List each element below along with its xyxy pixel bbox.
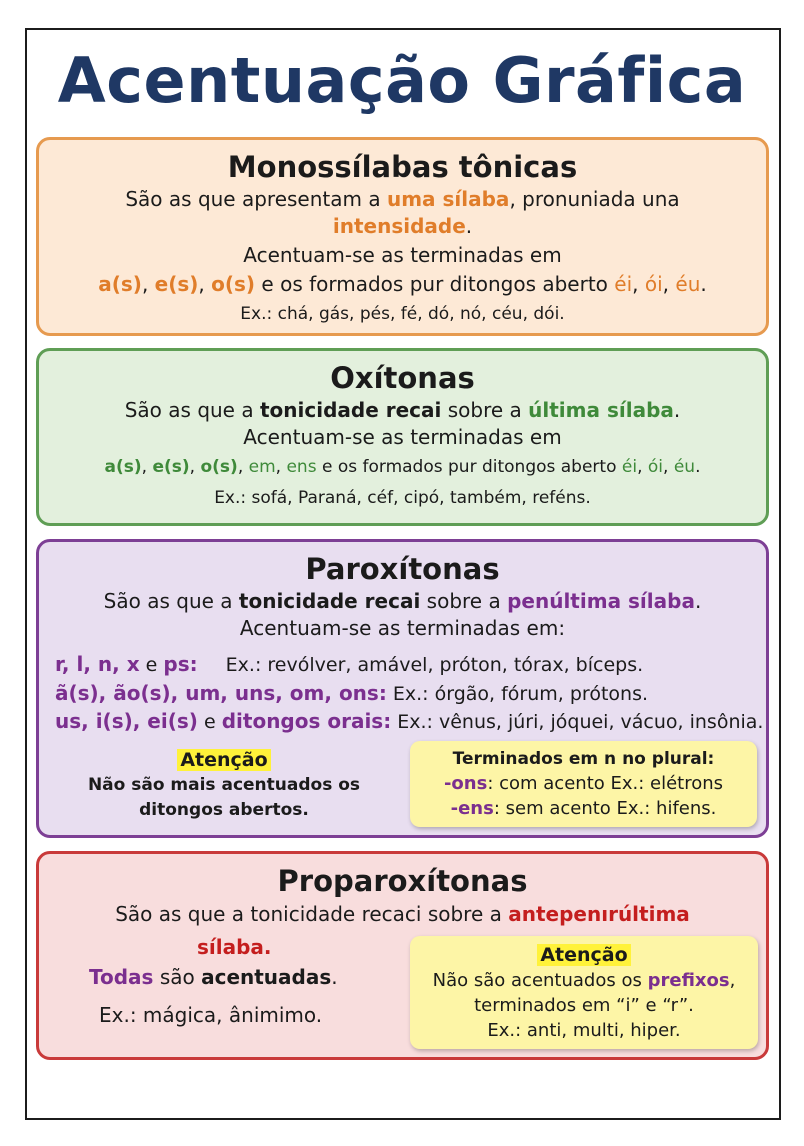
bold-text: tonicidade recai — [238, 589, 421, 613]
termination: -ons — [443, 773, 488, 794]
text: sobre a — [426, 589, 501, 613]
rule-line: Acentuam-se as terminadas em — [243, 425, 562, 449]
termination: r, l, n, x — [55, 652, 140, 676]
card-oxitonas — [36, 348, 769, 526]
text: Não são acentuados os — [432, 970, 642, 991]
card-heading: Proparoxítonas — [277, 864, 528, 898]
definition-line — [39, 901, 766, 928]
card-heading: Paroxítonas — [305, 552, 500, 586]
text: : sem acento Ex.: hifens. — [493, 798, 717, 819]
termination: ã(s), ão(s), um, uns, om, ons: — [55, 681, 387, 705]
termination: e(s) — [152, 457, 190, 477]
diphthong: éi — [614, 272, 633, 296]
rule-row-3 — [55, 709, 763, 733]
definition-line-1 — [39, 186, 766, 213]
attention-block — [59, 747, 389, 823]
card-heading: Monossílabas tônicas — [227, 150, 578, 184]
highlight: prefixos — [647, 970, 730, 991]
comma: , — [237, 457, 244, 477]
example: Ex.: vênus, júri, jóquei, vácuo, insônia. — [397, 711, 764, 733]
termination: em — [248, 457, 276, 477]
note-line-1 — [410, 968, 758, 993]
plural-note — [410, 741, 757, 827]
text: : com acento Ex.: elétrons — [487, 773, 724, 794]
diphthong: ói — [647, 457, 664, 477]
note-line-2 — [410, 796, 757, 821]
text: São as que apresentam a — [125, 187, 381, 211]
attention-text: ditongos abertos. — [139, 800, 309, 820]
rule-line: Acentuam-se as terminadas em: — [239, 616, 566, 640]
termination: o(s) — [211, 272, 256, 296]
card-proparoxitonas — [36, 851, 769, 1060]
text: . — [465, 214, 473, 238]
termination: e(s) — [154, 272, 199, 296]
comma: , — [662, 272, 670, 296]
example-line: Ex.: chá, gás, pés, fé, dó, nó, céu, dói. — [240, 304, 565, 324]
termination: ps: — [163, 652, 198, 676]
all-accented-line — [89, 964, 338, 991]
card-heading: Oxítonas — [330, 361, 475, 395]
text: . — [694, 589, 702, 613]
termination: us, i(s), ei(s) — [55, 709, 198, 733]
attention-label: Atenção — [537, 944, 630, 966]
example-line: Ex.: sofá, Paraná, céf, cipó, também, reféns. — [214, 488, 591, 508]
period: . — [695, 457, 701, 477]
termination: a(s) — [104, 457, 142, 477]
poster-title: Acentuação Gráfica — [57, 44, 747, 117]
comma: , — [141, 457, 148, 477]
terminations-line — [39, 271, 766, 298]
rule-row-2 — [55, 681, 648, 705]
period: . — [331, 965, 338, 989]
definition-line-2 — [39, 213, 766, 240]
comma: , — [632, 272, 639, 296]
comma: , — [729, 970, 736, 991]
comma: , — [189, 457, 196, 477]
terminations-line — [39, 453, 766, 482]
comma: , — [275, 457, 282, 477]
comma: , — [637, 457, 643, 477]
card-monossilabas — [36, 137, 769, 336]
highlight: sílaba. — [197, 935, 272, 959]
note-line-1 — [410, 771, 757, 796]
highlight: última sílaba — [528, 398, 674, 422]
card-paroxitonas — [36, 539, 769, 838]
definition-line — [39, 588, 766, 615]
diphthong: ói — [644, 272, 663, 296]
bold-text: tonicidade recai — [259, 398, 442, 422]
text: sobre a — [447, 398, 522, 422]
termination: a(s) — [98, 272, 142, 296]
diphthong: éu — [675, 272, 701, 296]
highlight: intensidade — [332, 214, 466, 238]
highlight: antepenırúltima — [508, 902, 690, 926]
termination: ditongos orais: — [221, 709, 392, 733]
text: São as que a — [103, 589, 233, 613]
text: e os formados pur ditongos aberto — [261, 272, 608, 296]
bold-text: acentuadas — [201, 965, 332, 989]
attention-text: Não são mais acentuados os — [87, 775, 361, 795]
comma: , — [141, 272, 149, 296]
comma: , — [663, 457, 669, 477]
text: são — [159, 965, 195, 989]
rule-row-1 — [55, 652, 643, 676]
text: São as que a tonicidade recaci sobre a — [115, 902, 502, 926]
note-title: Terminados em n no plural: — [452, 749, 715, 769]
prefix-note — [410, 936, 758, 1049]
highlight: penúltima sílaba — [507, 589, 695, 613]
attention-label: Atenção — [177, 749, 270, 771]
text: São as que a — [124, 398, 254, 422]
text: e — [145, 654, 158, 676]
period: . — [700, 272, 707, 296]
comma: , — [198, 272, 205, 296]
note-line-3: Ex.: anti, multi, hiper. — [487, 1020, 681, 1041]
diphthong: éi — [621, 457, 638, 477]
note-line-2: terminados em “i” e “r”. — [474, 995, 694, 1016]
text: e os formados pur ditongos aberto — [321, 457, 617, 477]
highlight: uma sílaba — [386, 187, 510, 211]
text: , pronuniada una — [509, 187, 680, 211]
termination: o(s) — [200, 457, 238, 477]
text: e — [203, 711, 216, 733]
rule-line: Acentuam-se as terminadas em — [243, 243, 562, 267]
diphthong: éu — [673, 457, 696, 477]
example: Ex.: revólver, amável, próton, tórax, bíceps. — [225, 654, 644, 676]
text: . — [673, 398, 681, 422]
highlight: Todas — [89, 965, 154, 989]
example-line: Ex.: mágica, ânimimo. — [99, 1003, 323, 1027]
termination: ens — [286, 457, 317, 477]
definition-line — [39, 397, 766, 424]
termination: -ens — [450, 798, 494, 819]
example: Ex.: órgão, fórum, prótons. — [392, 683, 649, 705]
